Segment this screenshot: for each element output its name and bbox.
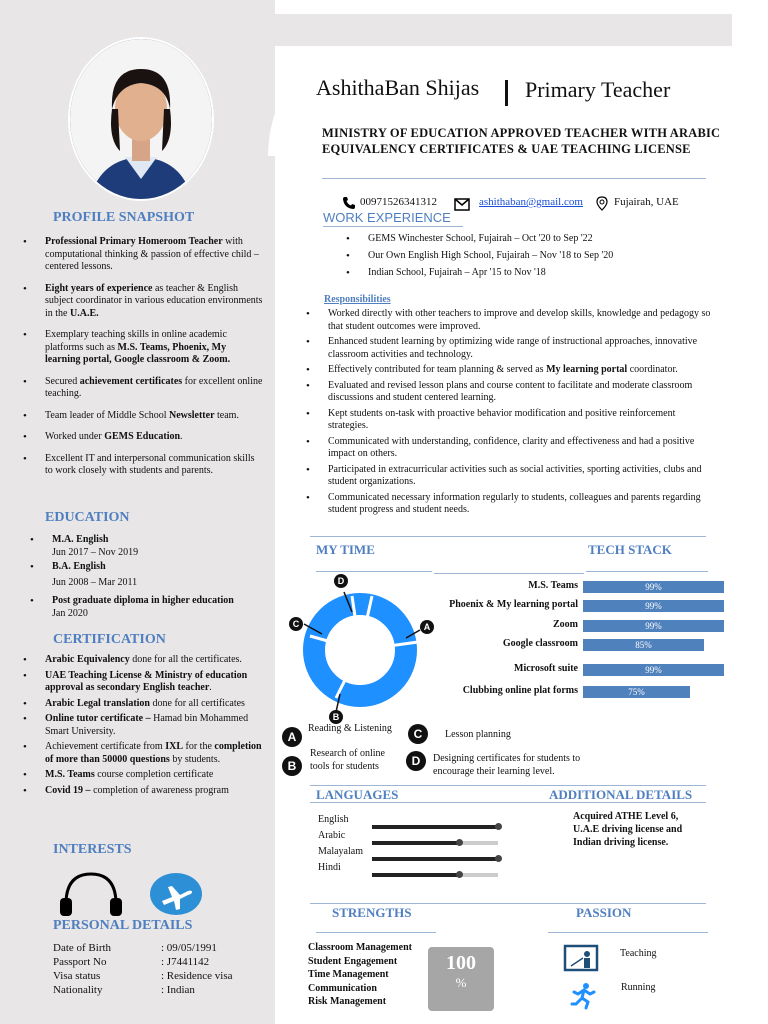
interests-title: INTERESTS <box>53 842 132 857</box>
location-pin-icon <box>595 196 609 215</box>
certification-item: • Achievement certificate from IXL for the completion of more than 50000 questions by students. <box>45 741 270 766</box>
passion-underline <box>548 932 708 933</box>
legend-label-b: Research of online tools for students <box>310 748 385 772</box>
job-item: • GEMS Winchester School, Fujairah – Oct '20 to Sep '22 <box>368 233 708 245</box>
passion-title: PASSION <box>576 905 632 920</box>
strength-score-unit: % <box>455 975 467 990</box>
legend-badge-a: A <box>282 727 302 747</box>
language-knob <box>495 855 502 862</box>
certification-item: • Covid 19 – completion of awareness program <box>45 785 270 798</box>
personal-row: Passport No : J7441142 <box>53 956 210 968</box>
responsibility-item: • Kept students on-task with proactive behavior modification and positive reinforcement strategies. <box>328 408 713 433</box>
mytime-top-divider <box>310 536 706 537</box>
responsibility-item: • Effectively contributed for team planning & served as My learning portal coordinator. <box>328 364 713 377</box>
tech-label: M.S. Teams <box>528 580 578 591</box>
profile-item: • Team leader of Middle School Newsletter team. <box>45 410 263 423</box>
tech-label: Zoom <box>553 619 578 630</box>
profile-item: • Excellent IT and interpersonal communication skills to work closely with students and parents. <box>45 453 263 478</box>
profile-list <box>45 236 263 478</box>
mytime-underline-2 <box>434 573 584 574</box>
certification-item: • M.S. Teams course completion certificate <box>45 769 270 782</box>
tech-stack-title: TECH STACK <box>588 542 672 557</box>
language-level <box>372 841 459 845</box>
tech-bar: 99% <box>583 664 724 676</box>
personal-details-table <box>53 942 268 998</box>
certification-item: • Arabic Equivalency done for all the certificates. <box>45 654 270 667</box>
legend-badge-b: B <box>282 756 302 776</box>
donut-label-d: D <box>334 574 348 588</box>
strength-item: Time Management <box>308 969 389 980</box>
tech-bar: 99% <box>583 620 724 632</box>
strength-item: Student Engagement <box>308 955 398 967</box>
language-name: English <box>318 814 349 825</box>
language-knob <box>456 871 463 878</box>
my-time-title: MY TIME <box>316 542 375 557</box>
strengths-underline <box>316 932 436 933</box>
profile-snapshot-title: PROFILE SNAPSHOT <box>53 210 195 225</box>
strengths-title: STRENGTHS <box>332 905 412 920</box>
certification-title: CERTIFICATION <box>53 632 166 647</box>
strength-item: Communication <box>308 982 377 994</box>
profile-photo <box>68 37 214 201</box>
profile-item: • Exemplary teaching skills in online academic platforms such as M.S. Teams, Phoenix, My learning portal, Google classroom & Zoom. <box>45 329 263 367</box>
teaching-icon <box>563 944 599 979</box>
tech-label: Microsoft suite <box>514 663 578 674</box>
job-item: • Indian School, Fujairah – Apr '15 to Nov '18 <box>368 267 708 279</box>
tech-label: Google classroom <box>502 638 578 649</box>
education-title: EDUCATION <box>45 510 130 525</box>
legend-label-c: Lesson planning <box>445 729 511 740</box>
work-title-underline <box>323 226 463 227</box>
donut-label-c: C <box>289 617 303 631</box>
responsibilities-title: Responsibilities <box>324 294 391 305</box>
donut-label-a: A <box>420 620 434 634</box>
title-separator <box>505 80 508 106</box>
personal-row: Visa status : Residence visa <box>53 970 233 982</box>
responsibility-item: • Participated in extracurricular activities such as social activities, sporting activities, clubs and student organizations. <box>328 464 713 489</box>
tech-bar: 99% <box>583 581 724 593</box>
profile-item: • Worked under GEMS Education. <box>45 431 263 444</box>
profile-item: • Eight years of experience as teacher & English subject coordinator in various education environments in the U.A.E. <box>45 283 263 321</box>
language-level <box>372 825 498 829</box>
certification-item: • Arabic Legal translation done for all certificates <box>45 698 270 711</box>
certification-list <box>45 654 270 797</box>
strength-item: Risk Management <box>308 996 387 1007</box>
responsibility-item: • Enhanced student learning by optimizing wide range of instructional approaches, innovative classroom activities and technology. <box>328 336 713 361</box>
personal-row: Date of Birth : 09/05/1991 <box>53 942 217 954</box>
responsibility-item: • Communicated with understanding, confidence, clarity and effectiveness and had a positive impact on others. <box>328 436 713 461</box>
location-text: Fujairah, UAE <box>614 196 679 208</box>
airplane-icon <box>150 873 202 915</box>
certification-item: • Online tutor certificate – Hamad bin Mohammed Smart University. <box>45 713 270 738</box>
donut-label-b: B <box>329 710 343 724</box>
header-band <box>228 14 732 46</box>
education-item: • Post graduate diploma in higher education Jan 2020 <box>52 595 267 620</box>
job-item: • Our Own English High School, Fujairah – Nov '18 to Sep '20 <box>368 250 708 262</box>
tech-bar: 85% <box>583 639 704 651</box>
email-link[interactable]: ashithaban@gmail.com <box>479 196 583 208</box>
headline: MINISTRY OF EDUCATION APPROVED TEACHER WITH ARABIC EQUIVALENCY CERTIFICATES & UAE TEACHING LICENSE <box>322 126 721 156</box>
strength-score-box <box>428 947 494 1011</box>
tech-bar: 99% <box>583 600 724 612</box>
legend-badge-d: D <box>406 751 426 771</box>
job-list <box>368 233 708 279</box>
legend-badge-c: C <box>408 724 428 744</box>
email-icon <box>454 198 470 215</box>
responsibility-item: • Worked directly with other teachers to improve and develop skills, knowledge and pedagogy so that student outcomes were improved. <box>328 308 713 333</box>
language-name: Malayalam <box>318 846 363 857</box>
additional-details-text: Acquired ATHE Level 6, U.A.E driving license and Indian driving license. <box>573 811 683 848</box>
tech-bar: 75% <box>583 686 690 698</box>
techstack-underline <box>586 571 708 572</box>
personal-row: Nationality : Indian <box>53 984 195 996</box>
running-icon <box>570 982 596 1015</box>
language-knob <box>495 823 502 830</box>
personal-details-title: PERSONAL DETAILS <box>53 918 193 933</box>
phone-number: 00971526341312 <box>360 196 437 208</box>
responsibility-item: • Evaluated and revised lesson plans and course content to facilitate and moderate classroom discussions and student centered learning. <box>328 380 713 405</box>
strength-item: Classroom Management <box>308 942 412 953</box>
strengths-top-divider <box>310 903 706 904</box>
responsibility-item: • Communicated necessary information regularly to students, colleagues and parents regarding student progress and student needs. <box>328 492 713 517</box>
language-level <box>372 857 498 861</box>
profile-item: • Secured achievement certificates for excellent online teaching. <box>45 376 263 401</box>
legend-label-a: Reading & Listening <box>308 723 392 734</box>
candidate-name: AshithaBan Shijas <box>316 75 480 100</box>
certification-item: • UAE Teaching License & Ministry of education approval as secondary English teacher. <box>45 670 270 695</box>
language-name: Arabic <box>318 830 346 841</box>
legend-label-d: Designing certificates for students to encourage their learning level. <box>433 753 581 777</box>
education-item: • B.A. English Jun 2008 – Mar 2011 <box>52 561 267 589</box>
tech-label: Clubbing online plat forms <box>462 685 578 696</box>
tech-label: Phoenix & My learning portal <box>449 599 578 610</box>
mytime-underline <box>316 571 432 572</box>
language-level <box>372 873 459 877</box>
candidate-role: Primary Teacher <box>525 77 671 102</box>
education-list <box>52 534 267 620</box>
language-knob <box>456 839 463 846</box>
additional-details-title: ADDITIONAL DETAILS <box>549 787 693 802</box>
profile-item: • Professional Primary Homeroom Teacher with computational thinking & passion of effective child – centered lessons. <box>45 236 263 274</box>
headphones-icon <box>58 868 124 923</box>
passion-teaching: Teaching <box>620 948 657 959</box>
language-name: Hindi <box>318 862 341 873</box>
time-donut-chart <box>296 578 436 723</box>
passion-running: Running <box>621 982 656 993</box>
languages-top-divider <box>310 785 706 786</box>
responsibilities-list <box>328 308 713 517</box>
languages-title: LANGUAGES <box>316 787 399 802</box>
headline-divider <box>322 178 706 179</box>
work-experience-title: WORK EXPERIENCE <box>323 210 451 225</box>
strengths-list <box>308 941 412 1009</box>
education-item: • M.A. English Jun 2017 – Nov 2019 <box>52 534 267 559</box>
strength-score: 100 <box>446 952 476 974</box>
